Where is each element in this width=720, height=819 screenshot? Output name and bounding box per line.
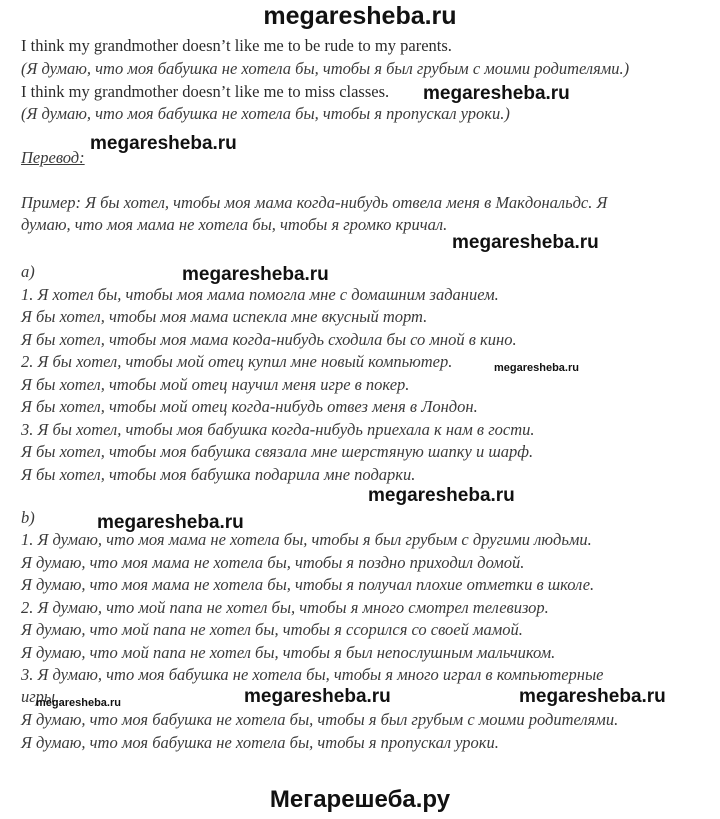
watermark: megaresheba.ru [97,512,244,533]
watermark: megaresheba.ru [182,264,329,285]
section-a-line: 3. Я бы хотел, чтобы моя бабушка когда-нибудь приехала к нам в гости. [21,420,535,439]
intro-english-2: I think my grandmother doesn’t like me to miss classes. [21,82,390,101]
watermark: megaresheba.ru [368,485,515,506]
intro-russian-1: (Я думаю, что моя бабушка не хотела бы, чтобы я был грубым с моими родителями.) [21,59,630,78]
watermark: megaresheba.ru [423,83,570,104]
intro-russian-2: (Я думаю, что моя бабушка не хотела бы, чтобы я пропускал уроки.) [21,104,510,123]
section-a-line: Я бы хотел, чтобы моя бабушка связала мне шерстяную шапку и шарф. [21,442,534,461]
watermark: megaresheba.ru [90,133,237,154]
watermark: megaresheba.ru [519,686,666,707]
section-a-line: 1. Я хотел бы, чтобы моя мама помогла мне с домашним заданием. [21,285,499,304]
section-b-label: b) [21,508,35,527]
example-line: Пример: Я бы хотел, чтобы моя мама когда-нибудь отвела меня в Макдональдс. Я [21,193,608,212]
section-b-line: Я думаю, что моя мама не хотела бы, чтобы я получал плохие отметки в школе. [21,575,595,594]
section-b-line: Я думаю, что мой папа не хотел бы, чтобы я был непослушным мальчиком. [21,643,556,662]
watermark: megaresheba.ru [452,232,599,253]
section-b-line: 3. Я думаю, что моя бабушка не хотела бы, чтобы я много играл в компьютерные [21,665,604,684]
watermark: megaresheba.ru [36,697,121,709]
watermark: megaresheba.ru [244,686,391,707]
footer-brand: Мегарешеба.ру [269,786,451,813]
section-b-line: 2. Я думаю, что мой папа не хотел бы, чтобы я много смотрел телевизор. [21,598,549,617]
intro-english-1: I think my grandmother doesn’t like me to be rude to my parents. [21,36,452,55]
section-b-line: Я думаю, что моя бабушка не хотела бы, чтобы я пропускал уроки. [21,733,499,752]
section-b-line: Я думаю, что моя бабушка не хотела бы, чтобы я был грубым с моими родителями. [21,710,619,729]
header-watermark: megaresheba.ru [263,2,457,30]
translation-heading: Перевод: [21,148,85,167]
section-a-line: Я бы хотел, чтобы моя мама испекла мне вкусный торт. [21,307,428,326]
section-a-line: 2. Я бы хотел, чтобы мой отец купил мне новый компьютер. [21,352,453,371]
section-b-line: игры. [21,687,60,706]
section-a-line: Я бы хотел, чтобы моя бабушка подарила мне подарки. [21,465,416,484]
section-a-line: Я бы хотел, чтобы моя мама когда-нибудь сходила бы со мной в кино. [21,330,517,349]
section-a-line: Я бы хотел, чтобы мой отец научил меня игре в покер. [21,375,410,394]
example-line: думаю, что моя мама не хотела бы, чтобы я громко кричал. [21,215,448,234]
section-b-line: 1. Я думаю, что моя мама не хотела бы, чтобы я был грубым с другими людьми. [21,530,592,549]
section-b-line: Я думаю, что мой папа не хотел бы, чтобы я ссорился со своей мамой. [21,620,523,639]
watermark: megaresheba.ru [494,362,579,374]
section-a-line: Я бы хотел, чтобы мой отец когда-нибудь отвез меня в Лондон. [21,397,478,416]
section-b-line: Я думаю, что моя мама не хотела бы, чтобы я поздно приходил домой. [21,553,525,572]
section-a-label: a) [21,262,35,281]
